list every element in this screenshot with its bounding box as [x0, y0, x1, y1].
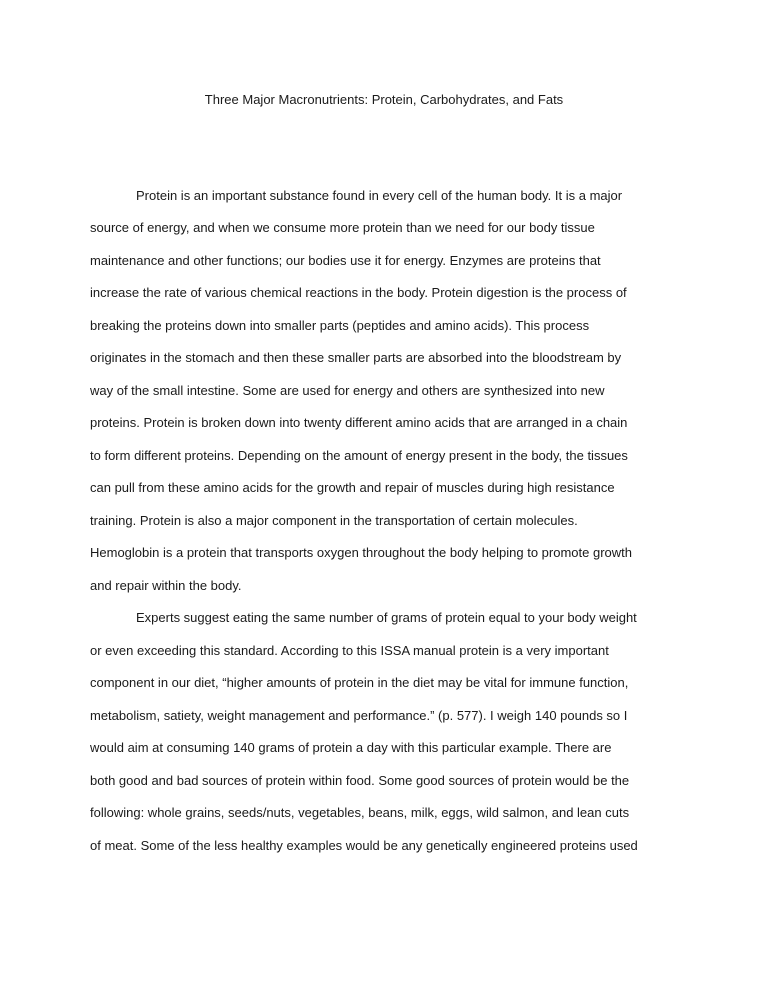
paragraph-2-line-6: both good and bad sources of protein within food. Some good sources of protein would be the: [90, 773, 630, 788]
paragraph-1-line-2: source of energy, and when we consume more protein than we need for our body tissue: [90, 220, 595, 235]
paragraph-2-line-1: Experts suggest eating the same number of grams of protein equal to your body weight: [136, 610, 637, 625]
paragraph-2-line-7: following: whole grains, seeds/nuts, vegetables, beans, milk, eggs, wild salmon, and lean cuts: [90, 805, 630, 820]
paragraph-1-line-3: maintenance and other functions; our bodies use it for energy. Enzymes are proteins that: [90, 253, 601, 268]
paragraph-1-line-12: Hemoglobin is a protein that transports oxygen throughout the body helping to promote growth: [90, 545, 633, 560]
paragraph-1-line-7: way of the small intestine. Some are used for energy and others are synthesized into new: [90, 383, 605, 398]
paragraph-1-line-9: to form different proteins. Depending on the amount of energy present in the body, the tissues: [90, 448, 628, 463]
paragraph-1-line-1: Protein is an important substance found in every cell of the human body. It is a major: [136, 188, 623, 203]
paragraph-1-line-6: originates in the stomach and then these smaller parts are absorbed into the bloodstream by: [90, 350, 622, 365]
document-title: Three Major Macronutrients: Protein, Carbohydrates, and Fats: [204, 92, 564, 107]
paragraph-1-line-11: training. Protein is also a major component in the transportation of certain molecules.: [90, 513, 578, 528]
paragraph-1-line-10: can pull from these amino acids for the growth and repair of muscles during high resistance: [90, 480, 615, 495]
paragraph-1-line-8: proteins. Protein is broken down into twenty different amino acids that are arranged in a chain: [90, 415, 628, 430]
paragraph-2-line-2: or even exceeding this standard. According to this ISSA manual protein is a very important: [90, 643, 609, 658]
paragraph-1-line-5: breaking the proteins down into smaller parts (peptides and amino acids). This process: [90, 318, 590, 333]
paragraph-2-line-3: component in our diet, “higher amounts of protein in the diet may be vital for immune function,: [90, 675, 629, 690]
paragraph-1-line-4: increase the rate of various chemical reactions in the body. Protein digestion is the process of: [90, 285, 627, 300]
paragraph-2-line-8: of meat. Some of the less healthy examples would be any genetically engineered proteins used: [90, 838, 638, 853]
paragraph-1-line-13: and repair within the body.: [90, 578, 242, 593]
paragraph-2-line-4: metabolism, satiety, weight management and performance.” (p. 577). I weigh 140 pounds so I: [90, 708, 628, 723]
paragraph-2-line-5: would aim at consuming 140 grams of protein a day with this particular example. There are: [90, 740, 612, 755]
